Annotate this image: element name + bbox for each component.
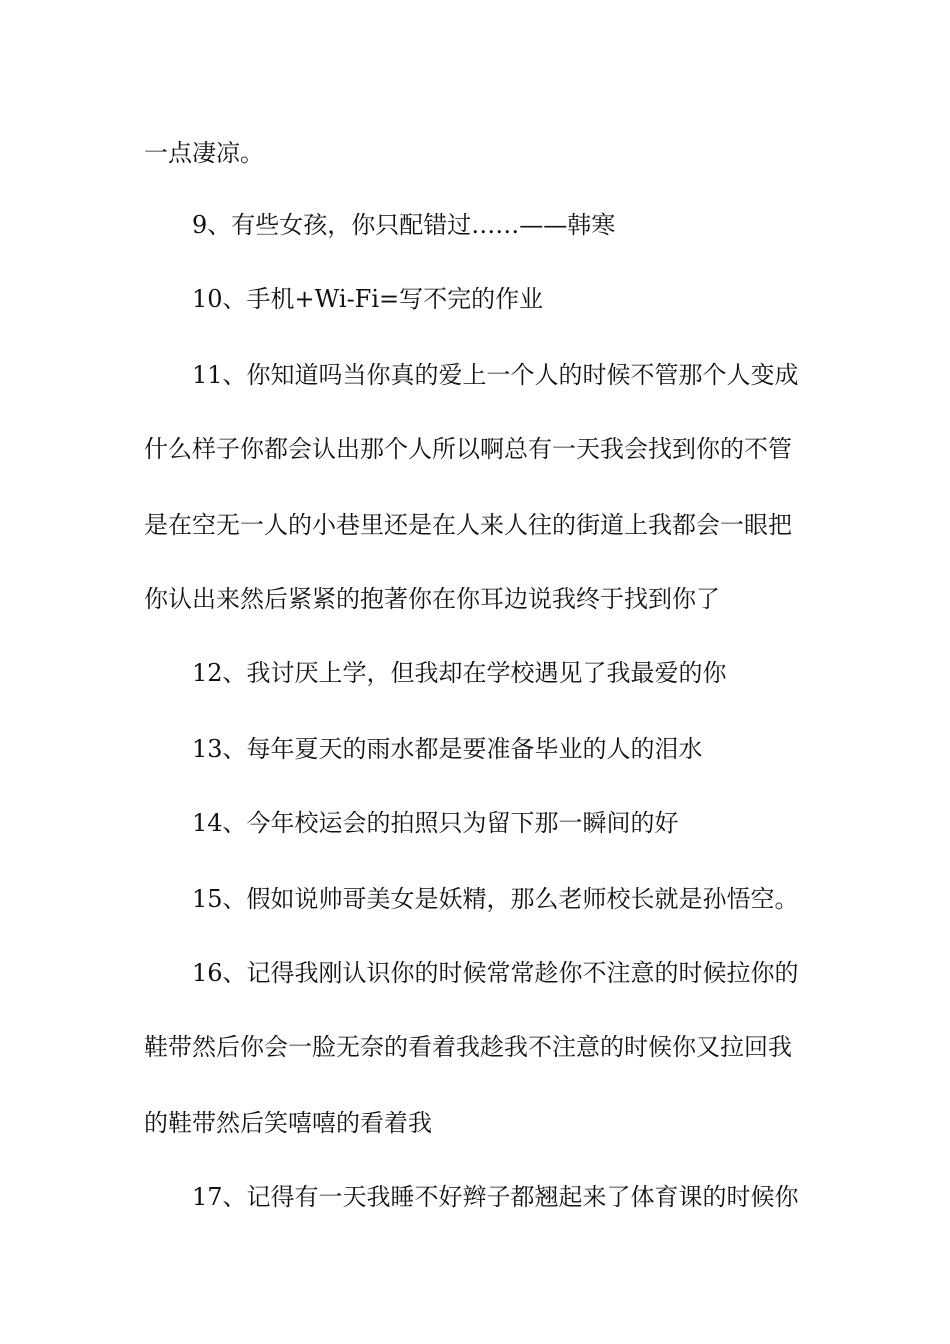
text-line-3: 10、手机+Wi-Fi=写不完的作业 xyxy=(192,285,544,313)
text-line-7: 你认出来然后紧紧的抱著你在你耳边说我终于找到你了 xyxy=(144,585,720,613)
text-line-8: 12、我讨厌上学，但我却在学校遇见了我最爱的你 xyxy=(192,659,727,687)
text-line-10: 14、今年校运会的拍照只为留下那一瞬间的好 xyxy=(192,809,679,837)
text-line-2: 9、有些女孩，你只配错过……——韩寒 xyxy=(192,211,616,239)
text-line-14: 的鞋带然后笑嘻嘻的看着我 xyxy=(144,1109,432,1137)
text-line-12: 16、记得我刚认识你的时候常常趁你不注意的时候拉你的 xyxy=(192,959,799,987)
text-line-11: 15、假如说帅哥美女是妖精，那么老师校长就是孙悟空。 xyxy=(192,885,799,913)
text-line-9: 13、每年夏天的雨水都是要准备毕业的人的泪水 xyxy=(192,735,703,763)
text-line-1: 一点凄凉。 xyxy=(144,139,264,167)
text-line-15: 17、记得有一天我睡不好辫子都翘起来了体育课的时候你 xyxy=(192,1183,799,1211)
text-line-4: 11、你知道吗当你真的爱上一个人的时候不管那个人变成 xyxy=(192,361,799,389)
text-line-5: 什么样子你都会认出那个人所以啊总有一天我会找到你的不管 xyxy=(144,435,792,463)
text-line-6: 是在空无一人的小巷里还是在人来人往的街道上我都会一眼把 xyxy=(144,511,792,539)
text-line-13: 鞋带然后你会一脸无奈的看着我趁我不注意的时候你又拉回我 xyxy=(144,1033,792,1061)
